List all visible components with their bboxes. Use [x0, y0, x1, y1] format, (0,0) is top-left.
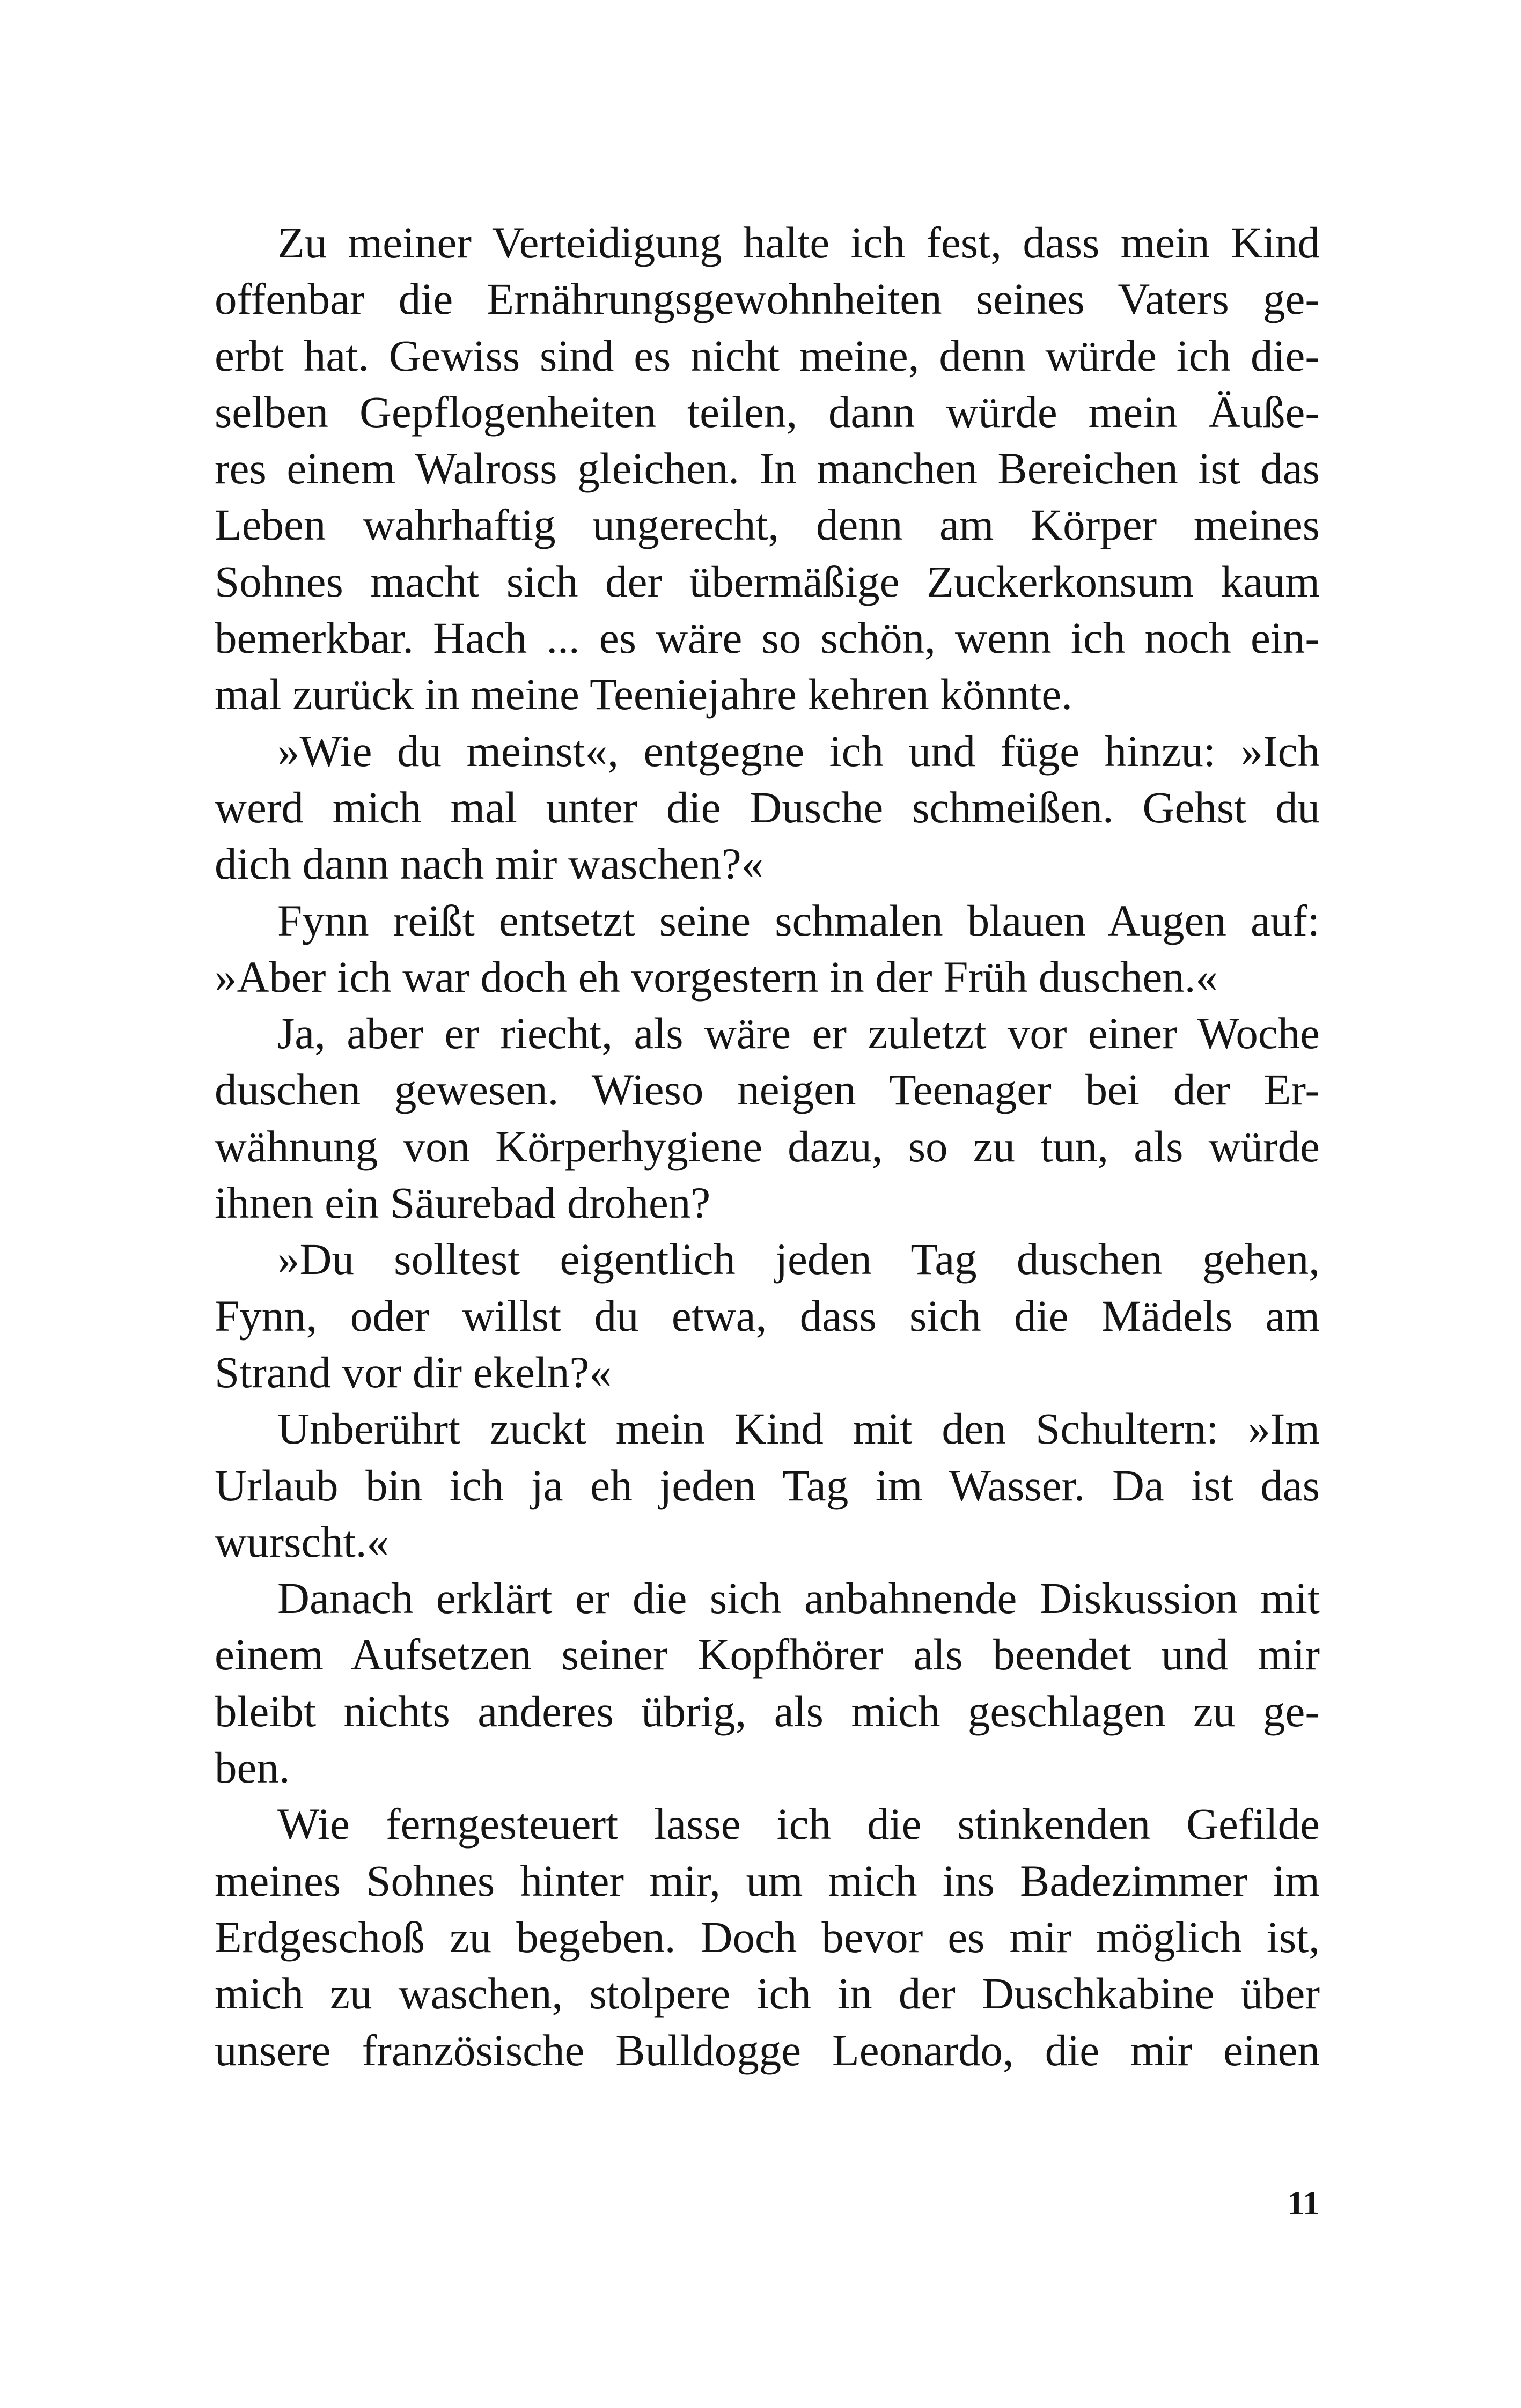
text-line: bemerkbar. Hach ... es wäre so schön, wenn ich noch ein-: [215, 613, 1320, 663]
text-line: einem Aufsetzen seiner Kopfhörer als beendet und mir: [215, 1630, 1320, 1680]
text-line: res einem Walross gleichen. In manchen Bereichen ist das: [215, 444, 1320, 494]
text-line: Danach erklärt er die sich anbahnende Diskussion mit: [277, 1573, 1320, 1623]
text-line: ihnen ein Säurebad drohen?: [215, 1178, 711, 1228]
text-line: »Du solltest eigentlich jeden Tag duschen gehen,: [277, 1234, 1320, 1284]
text-line: offenbar die Ernährungsgewohnheiten seines Vaters ge-: [215, 274, 1320, 324]
text-line: meines Sohnes hinter mir, um mich ins Badezimmer im: [215, 1855, 1320, 1905]
text-line: Leben wahrhaftig ungerecht, denn am Körper meines: [215, 500, 1320, 550]
text-line: Urlaub bin ich ja eh jeden Tag im Wasser. Da ist das: [215, 1460, 1320, 1510]
text-line: selben Gepflogenheiten teilen, dann würde mein Äuße-: [215, 387, 1320, 437]
page-number: 11: [1287, 2184, 1320, 2222]
text-line: wurscht.«: [215, 1516, 390, 1566]
text-line: Erdgeschoß zu begeben. Doch bevor es mir möglich ist,: [215, 1912, 1320, 1962]
text-line: wähnung von Körperhygiene dazu, so zu tun, als würde: [215, 1121, 1320, 1171]
text-line: duschen gewesen. Wieso neigen Teenager bei der Er-: [215, 1065, 1320, 1115]
text-line: mal zurück in meine Teeniejahre kehren könnte.: [215, 669, 1072, 719]
text-line: Fynn, oder willst du etwa, dass sich die Mädels am: [215, 1291, 1320, 1341]
text-line: werd mich mal unter die Dusche schmeißen. Gehst du: [215, 782, 1320, 832]
text-line: Zu meiner Verteidigung halte ich fest, dass mein Kind: [277, 218, 1320, 267]
text-line: unsere französische Bulldogge Leonardo, die mir einen: [215, 2025, 1320, 2075]
text-line: »Wie du meinst«, entgegne ich und füge hinzu: »Ich: [277, 726, 1320, 776]
text-line: Ja, aber er riecht, als wäre er zuletzt vor einer Woche: [277, 1008, 1320, 1058]
text-line: erbt hat. Gewiss sind es nicht meine, denn würde ich die-: [215, 330, 1320, 380]
text-line: »Aber ich war doch eh vorgestern in der Früh duschen.«: [215, 952, 1218, 1002]
text-line: Sohnes macht sich der übermäßige Zuckerkonsum kaum: [215, 556, 1320, 606]
text-line: bleibt nichts anderes übrig, als mich geschlagen zu ge-: [215, 1686, 1320, 1736]
text-line: ben.: [215, 1743, 290, 1793]
body-text: [215, 215, 1320, 2079]
text-line: Unberührt zuckt mein Kind mit den Schultern: »Im: [277, 1404, 1320, 1454]
text-line: Strand vor dir ekeln?«: [215, 1347, 612, 1397]
text-line: Wie ferngesteuert lasse ich die stinkenden Gefilde: [277, 1799, 1320, 1849]
text-line: mich zu waschen, stolpere ich in der Duschkabine über: [215, 1969, 1320, 2019]
text-line: Fynn reißt entsetzt seine schmalen blauen Augen auf:: [277, 895, 1320, 945]
text-line: dich dann nach mir waschen?«: [215, 839, 764, 889]
